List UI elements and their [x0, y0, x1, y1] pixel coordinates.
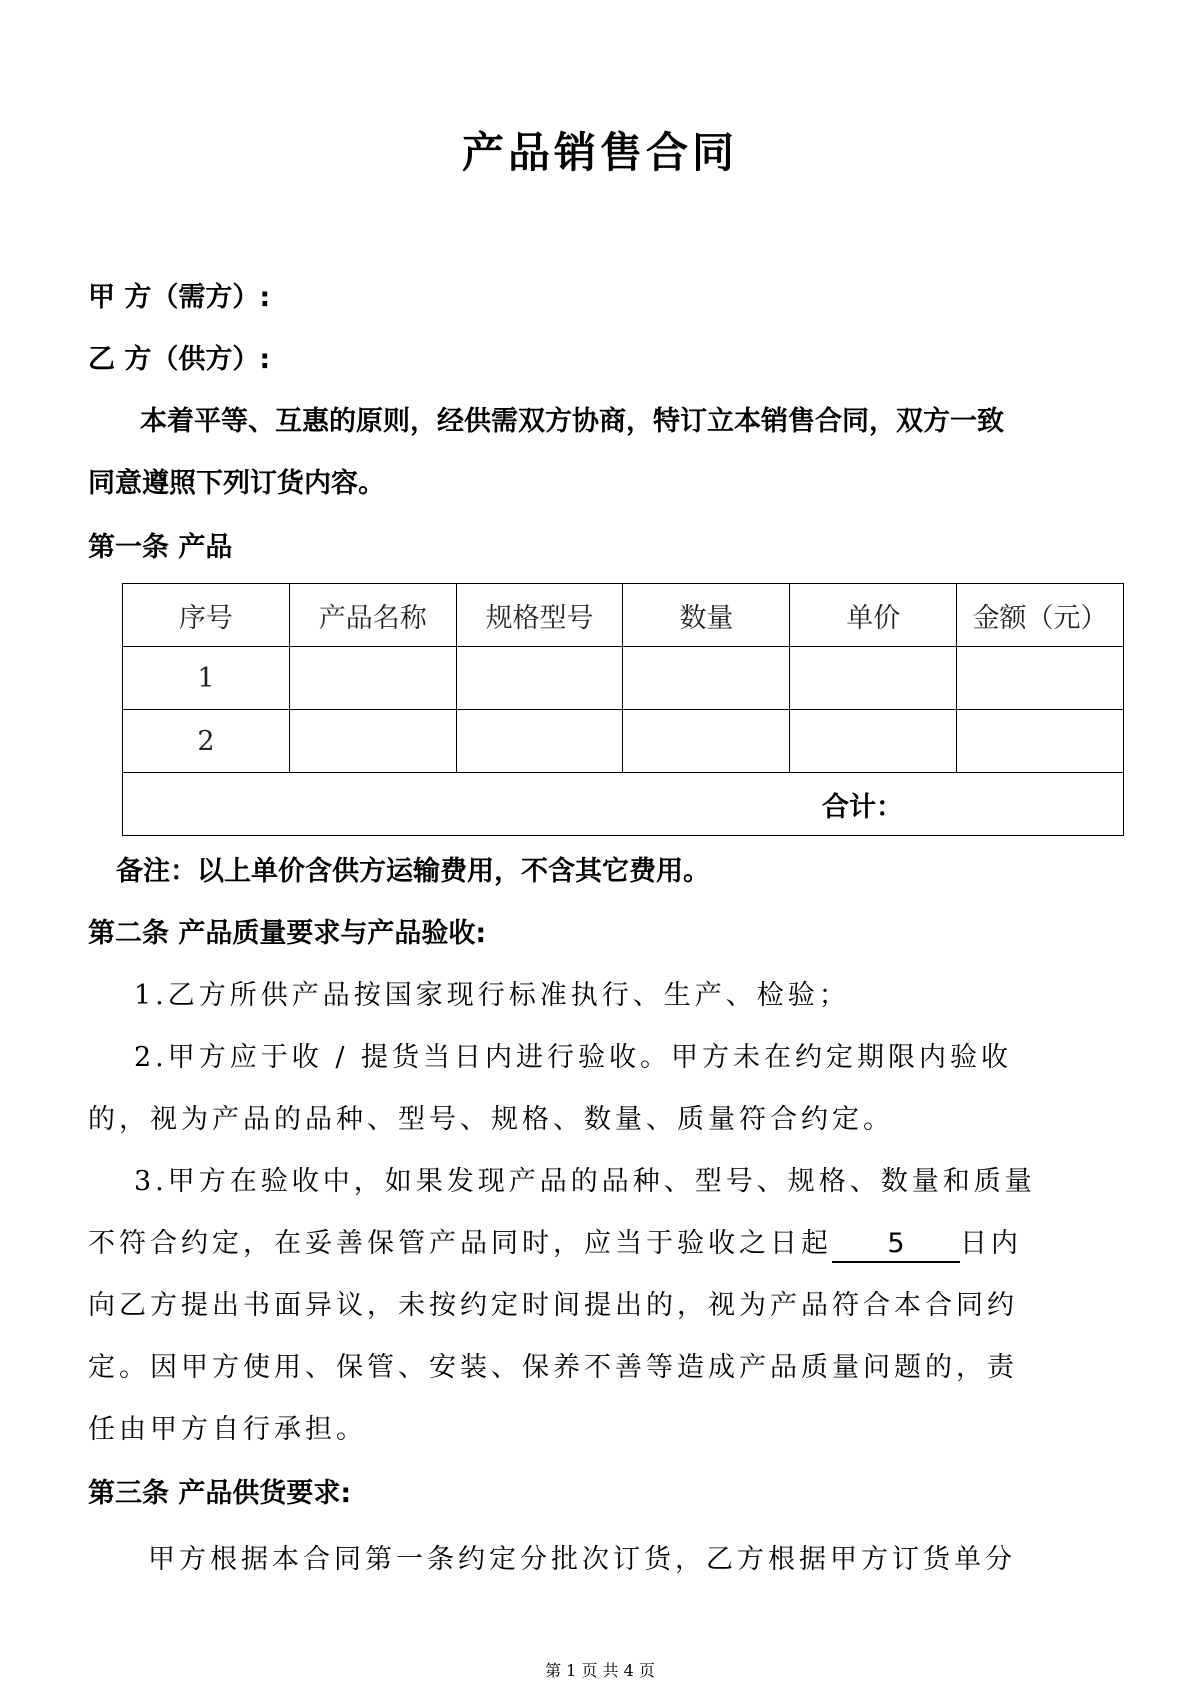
article-3-line-1: 甲方根据本合同第一条约定分批次订货，乙方根据甲方订货单分: [148, 1544, 1016, 1575]
column-header-amount: 金额（元）: [957, 584, 1124, 647]
cell-no: 2: [123, 710, 290, 773]
party-a-label: 甲 方（需方）:: [88, 282, 271, 313]
article-2-item-2-line-1: 2.甲方应于收 / 提货当日内进行验收。甲方未在约定期限内验收: [134, 1042, 1013, 1073]
preamble-line-1: 本着平等、互惠的原则，经供需双方协商，特订立本销售合同，双方一致: [140, 406, 1004, 437]
column-header-spec: 规格型号: [456, 584, 623, 647]
article-3-heading: 第三条 产品供货要求:: [88, 1478, 352, 1509]
article-2-item-1: 1.乙方所供产品按国家现行标准执行、生产、检验；: [134, 980, 850, 1011]
table-row: [123, 647, 1124, 710]
cell-amount: [957, 647, 1124, 710]
table-note: 备注：以上单价含供方运输费用，不含其它费用。: [116, 856, 710, 887]
article-2-item-3-line-4: 定。因甲方使用、保管、安装、保养不善等造成产品质量问题的，责: [88, 1352, 1018, 1383]
page-footer: 第 1 页 共 4 页: [545, 1661, 655, 1680]
preamble-line-2: 同意遵照下列订货内容。: [88, 468, 385, 499]
inspection-days-field: 5: [832, 1227, 960, 1263]
cell-quantity: [623, 710, 790, 773]
cell-unit-price: [790, 710, 957, 773]
article-2-item-3-line-2: [88, 1224, 1118, 1264]
table-total-row: [123, 773, 1124, 836]
product-table: [122, 583, 1124, 836]
cell-unit-price: [790, 647, 957, 710]
column-header-unit-price: 单价: [790, 584, 957, 647]
table-header-row: [123, 584, 1124, 647]
article-1-heading: 第一条 产品: [88, 532, 233, 563]
cell-name: [289, 710, 456, 773]
column-header-quantity: 数量: [623, 584, 790, 647]
article-2-item-3-line-1: 3.甲方在验收中，如果发现产品的品种、型号、规格、数量和质量: [134, 1166, 1036, 1197]
cell-spec: [456, 710, 623, 773]
cell-name: [289, 647, 456, 710]
cell-amount: [957, 710, 1124, 773]
contract-title: 产品销售合同: [461, 128, 738, 177]
total-label: 合计：: [123, 773, 1124, 836]
table-row: [123, 710, 1124, 773]
column-header-no: 序号: [123, 584, 290, 647]
article-2-item-2-line-2: 的，视为产品的品种、型号、规格、数量、质量符合约定。: [88, 1104, 894, 1135]
cell-quantity: [623, 647, 790, 710]
party-b-label: 乙 方（供方）:: [88, 344, 271, 375]
article-2-heading: 第二条 产品质量要求与产品验收:: [88, 918, 487, 949]
cell-no: 1: [123, 647, 290, 710]
column-header-name: 产品名称: [289, 584, 456, 647]
article-2-item-3-line-5: 任由甲方自行承担。: [88, 1414, 367, 1445]
item-3-text-after: 日内: [960, 1228, 1022, 1259]
item-3-text-before: 不符合约定，在妥善保管产品同时，应当于验收之日起: [88, 1228, 832, 1259]
cell-spec: [456, 647, 623, 710]
article-2-item-3-line-3: 向乙方提出书面异议，未按约定时间提出的，视为产品符合本合同约: [88, 1290, 1018, 1321]
